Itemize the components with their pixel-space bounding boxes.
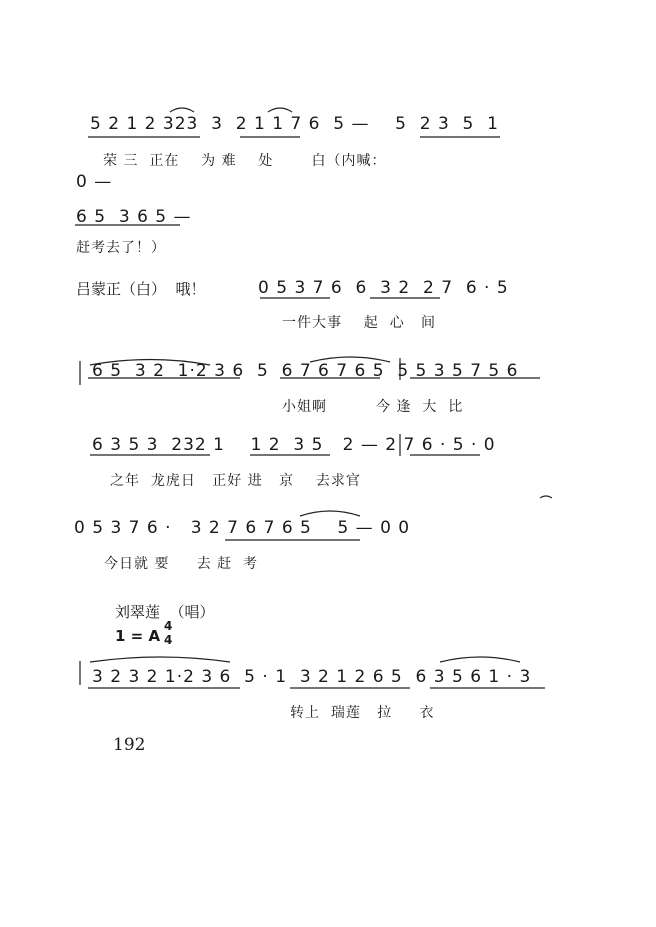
notes-row-1: 5 2 1 2 323 3 2 1 1 7 6 5 — 5 2 3 5 1 — [90, 114, 500, 134]
lyrics-row-5: 小姐啊 今 逢 大 比 — [282, 399, 464, 415]
time-signature-bottom: 4 — [164, 633, 173, 647]
notes-row-2: 0 — — [76, 172, 113, 192]
time-signature-top: 4 — [164, 619, 173, 633]
page-number: 192 — [113, 735, 146, 755]
lyrics-row-4: 一件大事 起 心 间 — [282, 315, 437, 331]
notes-row-4: 0 5 3 7 6 6 3 2 2 7 6 · 5 — [258, 278, 509, 298]
lyrics-row-6: 之年 龙虎日 正好 进 京 去求官 — [110, 473, 361, 489]
lyrics-row-3: 赶考去了！） — [76, 240, 166, 256]
speaker-lu-mengzheng: 吕蒙正（白） 哦！ — [76, 280, 206, 298]
notes-row-3: 6 5 3 6 5 — — [76, 207, 192, 227]
notes-row-5: 6 5 3 2 1·2 3 6 5 6 7 6 7 6 5 5 5 3 5 7 5 6 — [92, 361, 519, 381]
lyrics-row-1: 荣 三 正在 为 难 处 白（内喊： — [103, 153, 387, 169]
lyrics-row-8: 转上 瑞莲 拉 衣 — [290, 705, 435, 721]
key-signature: 1 = A — [115, 627, 161, 645]
notes-row-7: 0 5 3 7 6 · 3 2 7 6 7 6 5 5 — 0 0 — [74, 518, 411, 538]
notes-row-8: 3 2 3 2 1·2 3 6 5 · 1 3 2 1 2 6 5 6 3 5 6 1 · 3 — [92, 667, 532, 687]
section-title-liu-cuilian: 刘翠莲 （唱） — [115, 603, 215, 621]
lyrics-row-7: 今日就 要 去 赶 考 — [104, 556, 259, 572]
notes-row-6: 6 3 5 3 232 1 1 2 3 5 2 — 2 7 6 · 5 · 0 — [92, 435, 496, 455]
